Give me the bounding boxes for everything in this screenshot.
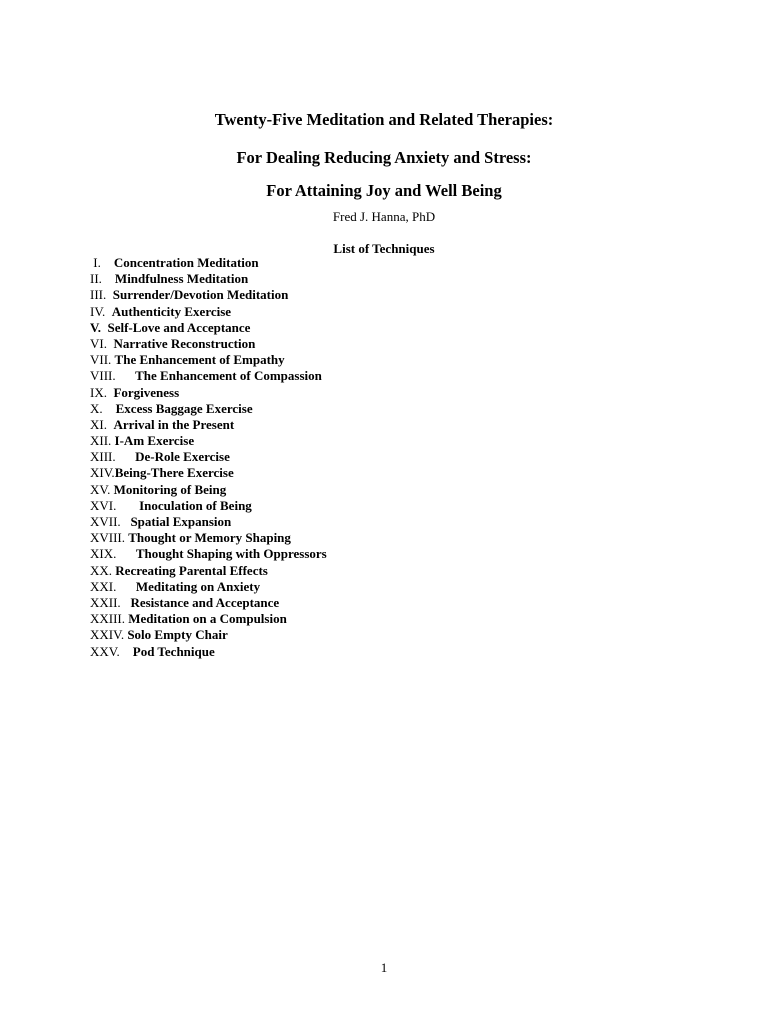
- technique-numeral: XXI.: [90, 578, 136, 594]
- technique-title: Solo Empty Chair: [127, 627, 228, 643]
- technique-title: Being-There Exercise: [114, 465, 234, 481]
- technique-title: Forgiveness: [113, 384, 180, 400]
- technique-numeral: II.: [90, 271, 115, 287]
- technique-item: [90, 287, 327, 303]
- technique-numeral: XVI.: [90, 497, 140, 513]
- technique-title: The Enhancement of Compassion: [135, 368, 322, 384]
- technique-numeral: VI.: [90, 335, 114, 351]
- technique-title: Monitoring of Being: [113, 481, 227, 497]
- author-name: Fred J. Hanna, PhD: [332, 209, 436, 224]
- technique-item: [90, 546, 327, 562]
- technique-item: [90, 368, 327, 384]
- technique-item: [90, 579, 327, 595]
- technique-item: [90, 433, 327, 449]
- technique-item: [90, 514, 327, 530]
- page-number: 1: [380, 960, 388, 975]
- technique-title: Meditation on a Compulsion: [128, 611, 287, 627]
- technique-numeral: XXIII.: [90, 611, 129, 627]
- technique-numeral: XVIII.: [90, 530, 129, 546]
- technique-numeral: XIV.: [90, 465, 115, 481]
- technique-item: [90, 255, 327, 271]
- technique-title: Arrival in the Present: [113, 416, 235, 432]
- technique-numeral: IV.: [90, 303, 112, 319]
- document-title-line-3: For Attaining Joy and Well Being: [266, 181, 502, 200]
- technique-numeral: XI.: [90, 416, 114, 432]
- technique-title: De-Role Exercise: [135, 449, 230, 465]
- technique-title: Inoculation of Being: [139, 497, 252, 513]
- technique-title: Narrative Reconstruction: [113, 335, 256, 351]
- techniques-list: [90, 255, 327, 660]
- technique-item: [90, 401, 327, 417]
- technique-title: Surrender/Devotion Meditation: [112, 287, 289, 303]
- technique-item: [90, 627, 327, 643]
- technique-numeral: X.: [90, 400, 116, 416]
- technique-item: [90, 271, 327, 287]
- technique-title: Excess Baggage Exercise: [115, 400, 253, 416]
- technique-title: Concentration Meditation: [113, 255, 259, 270]
- technique-item: [90, 320, 327, 336]
- list-heading: List of Techniques: [333, 241, 435, 256]
- technique-item: [90, 611, 327, 627]
- technique-title: Pod Technique: [132, 643, 215, 659]
- technique-numeral: VIII.: [90, 368, 136, 384]
- technique-numeral: XVII.: [90, 514, 131, 529]
- technique-title: Resistance and Acceptance: [130, 594, 280, 610]
- technique-title: Thought or Memory Shaping: [128, 530, 291, 546]
- technique-numeral: V.: [90, 319, 108, 335]
- technique-item: [90, 304, 327, 320]
- document-title-line-1: Twenty-Five Meditation and Related Therapies:: [214, 110, 554, 129]
- technique-numeral: IX.: [90, 384, 114, 400]
- technique-numeral: XIX.: [90, 546, 136, 562]
- technique-numeral: XXV.: [90, 643, 133, 659]
- technique-title: Spatial Expansion: [130, 514, 232, 529]
- technique-title: Mindfulness Meditation: [114, 271, 249, 287]
- technique-item: [90, 449, 327, 465]
- technique-numeral: XX.: [90, 562, 116, 578]
- technique-numeral: XXII.: [90, 594, 131, 610]
- technique-item: [90, 465, 327, 481]
- document-title-line-2: For Dealing Reducing Anxiety and Stress:: [236, 148, 532, 167]
- technique-numeral: I.: [90, 255, 114, 270]
- technique-numeral: III.: [90, 287, 113, 303]
- technique-item: [90, 385, 327, 401]
- technique-numeral: VII.: [90, 352, 115, 368]
- technique-item: [90, 498, 327, 514]
- technique-title: Recreating Parental Effects: [115, 562, 268, 578]
- technique-title: Thought Shaping with Oppressors: [135, 546, 327, 562]
- technique-item: [90, 417, 327, 433]
- technique-item: [90, 563, 327, 579]
- technique-item: [90, 644, 327, 660]
- technique-item: [90, 336, 327, 352]
- technique-numeral: XIII.: [90, 449, 136, 465]
- technique-title: I-Am Exercise: [114, 433, 195, 449]
- technique-item: [90, 530, 327, 546]
- technique-numeral: XII.: [90, 433, 115, 449]
- technique-numeral: XV.: [90, 481, 114, 497]
- technique-title: Authenticity Exercise: [111, 303, 232, 319]
- technique-item: [90, 482, 327, 498]
- technique-title: The Enhancement of Empathy: [114, 352, 285, 368]
- technique-title: Meditating on Anxiety: [135, 578, 261, 594]
- technique-numeral: XXIV.: [90, 627, 128, 643]
- technique-item: [90, 595, 327, 611]
- technique-title: Self-Love and Acceptance: [107, 319, 251, 335]
- technique-item: [90, 352, 327, 368]
